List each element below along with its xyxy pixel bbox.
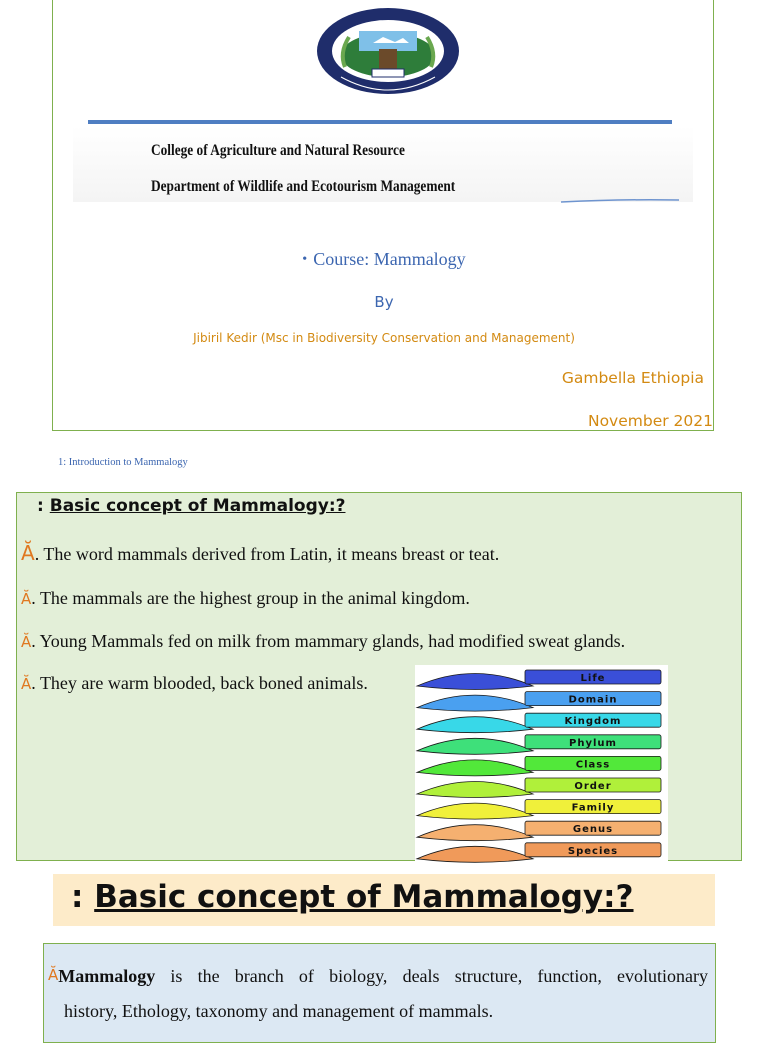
bullet-icon: Ă: [21, 590, 32, 608]
decorative-swoosh: [561, 199, 679, 203]
taxonomy-cone: [417, 782, 533, 798]
taxonomy-hierarchy-figure: [415, 665, 668, 863]
taxonomy-level-domain: [417, 692, 661, 712]
taxonomy-label-text: Domain: [568, 694, 618, 706]
taxonomy-label-text: Genus: [572, 824, 614, 836]
bullet-icon: Ă: [21, 541, 35, 565]
bullet-icon: Ă: [21, 633, 32, 651]
title-banner: [53, 874, 715, 926]
taxonomy-cone: [417, 760, 533, 776]
taxonomy-cone: [417, 825, 533, 841]
fact-item: [21, 631, 625, 652]
course-label: Course: Mammalogy: [313, 249, 466, 269]
fact-item: [21, 588, 470, 609]
taxonomy-label-text: Life: [580, 673, 606, 684]
taxonomy-cone: [417, 738, 533, 754]
fact-item: [21, 541, 499, 565]
taxonomy-level-family: [417, 800, 661, 820]
taxonomy-level-order: [417, 778, 661, 798]
title-prefix: :: [37, 496, 44, 516]
by-label: By: [374, 293, 394, 311]
taxonomy-level-genus: [417, 821, 661, 841]
taxonomy-label-text: Order: [574, 781, 612, 792]
fact-text: . Young Mammals fed on milk from mammary glands, had modified sweat glands.: [31, 631, 626, 651]
taxonomy-cone: [417, 674, 533, 690]
definition-text: [48, 958, 708, 1029]
bullet-icon: Ă: [48, 966, 59, 984]
place-label: Gambella Ethiopia: [561, 369, 704, 387]
taxonomy-level-phylum: [417, 735, 661, 755]
fact-item: [21, 673, 368, 694]
definition-line-1: [48, 958, 708, 994]
slide-caption: 1: Introduction to Mammalogy: [58, 457, 188, 468]
title-slide: [52, 0, 714, 431]
course-title: [53, 249, 715, 270]
definition-term: Mammalogy: [58, 966, 156, 986]
section-title: [37, 496, 345, 516]
taxonomy-level-kingdom: [417, 713, 661, 733]
college-name: College of Agriculture and Natural Resource: [151, 142, 405, 159]
header-divider: [88, 120, 672, 124]
definition-box: [43, 943, 716, 1043]
definition-line-2: history, Ethology, taxonomy and management of mammals.: [64, 1001, 494, 1021]
taxonomy-label-text: Kingdom: [564, 716, 622, 728]
fact-text: . They are warm blooded, back boned animals.: [31, 673, 368, 693]
author-line: Jibiril Kedir (Msc in Biodiversity Conservation and Management): [193, 331, 575, 345]
university-seal-icon: [315, 7, 461, 95]
taxonomy-diagram: [415, 665, 668, 863]
taxonomy-label-text: Species: [567, 845, 619, 857]
banner-title-text: Basic concept of Mammalogy:?: [94, 879, 634, 915]
department-name: Department of Wildlife and Ecotourism Management: [151, 178, 456, 195]
taxonomy-label-text: Family: [571, 802, 615, 814]
bullet-icon: •: [302, 252, 308, 267]
taxonomy-cone: [417, 695, 533, 711]
definition-rest: is the branch of biology, deals structure, function, evolutionary: [155, 966, 708, 986]
bullet-icon: Ă: [21, 675, 32, 693]
section-title-text: Basic concept of Mammalogy:?: [49, 496, 346, 516]
taxonomy-cone: [417, 717, 533, 733]
taxonomy-cone: [417, 846, 533, 862]
taxonomy-level-species: [417, 843, 661, 863]
taxonomy-level-life: [417, 670, 661, 690]
date-label: November 2021: [587, 412, 713, 430]
banner-prefix: :: [71, 879, 84, 915]
taxonomy-cone: [417, 803, 533, 819]
banner-title: [71, 879, 634, 915]
taxonomy-label-text: Phylum: [569, 737, 617, 749]
taxonomy-label-text: Class: [575, 759, 611, 771]
taxonomy-level-class: [417, 756, 661, 776]
fact-text: . The word mammals derived from Latin, it means breast or teat.: [34, 544, 500, 564]
fact-text: . The mammals are the highest group in the animal kingdom.: [31, 588, 470, 608]
